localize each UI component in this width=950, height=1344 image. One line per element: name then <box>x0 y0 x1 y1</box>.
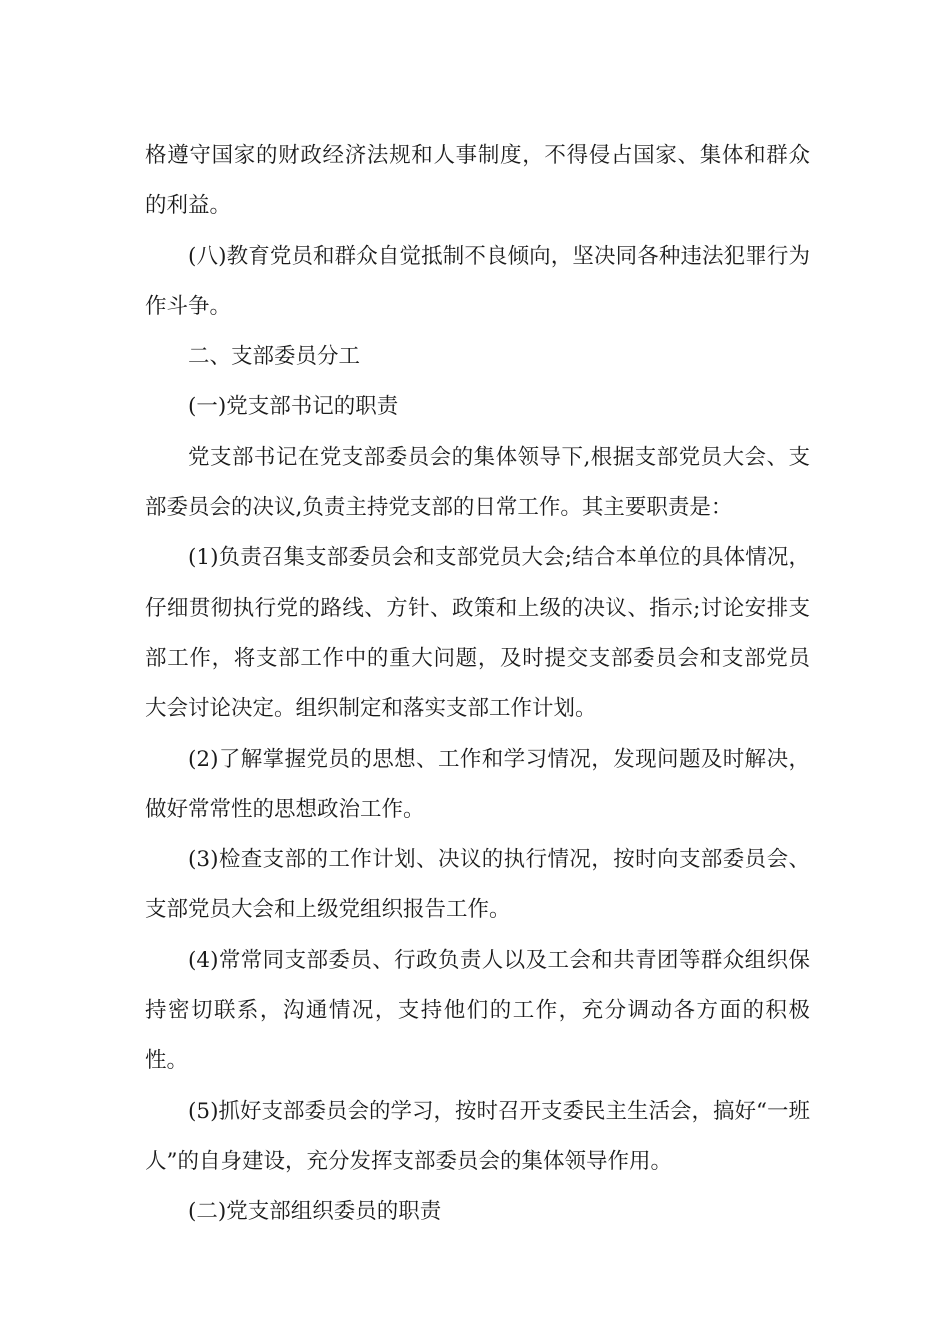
paragraph: (1)负责召集支部委员会和支部党员大会;结合本单位的具体情况，仔细贯彻执行党的路线、方针、政策和上级的决议、指示;讨论安排支部工作，将支部工作中的重大问题，及时提交支部委员会和支部党员大会讨论决定。组织制定和落实支部工作计划。 <box>145 545 810 722</box>
subsection-heading: (一)党支部书记的职责 <box>188 394 399 420</box>
paragraph: 党支部书记在党支部委员会的集体领导下,根据支部党员大会、支部委员会的决议,负责主持党支部的日常工作。其主要职责是： <box>145 444 810 521</box>
paragraph: (5)抓好支部委员会的学习，按时召开支委民主生活会，搞好“一班人”的自身建设，充分发挥支部委员会的集体领导作用。 <box>145 1098 810 1174</box>
section-heading: 二、支部委员分工 <box>188 344 361 370</box>
document-body <box>145 131 810 1238</box>
subsection-heading: (二)党支部组织委员的职责 <box>188 1199 442 1225</box>
paragraph: (八)教育党员和群众自觉抵制不良倾向，坚决同各种违法犯罪行为作斗争。 <box>145 243 810 319</box>
paragraph: 格遵守国家的财政经济法规和人事制度，不得侵占国家、集体和群众的利益。 <box>145 143 810 219</box>
paragraph: (3)检查支部的工作计划、决议的执行情况，按时向支部委员会、支部党员大会和上级党组织报告工作。 <box>145 847 810 923</box>
paragraph: (2)了解掌握党员的思想、工作和学习情况，发现问题及时解决，做好常常性的思想政治工作。 <box>145 746 810 822</box>
paragraph: (4)常常同支部委员、行政负责人以及工会和共青团等群众组织保持密切联系，沟通情况，支持他们的工作，充分调动各方面的积极性。 <box>145 947 810 1074</box>
